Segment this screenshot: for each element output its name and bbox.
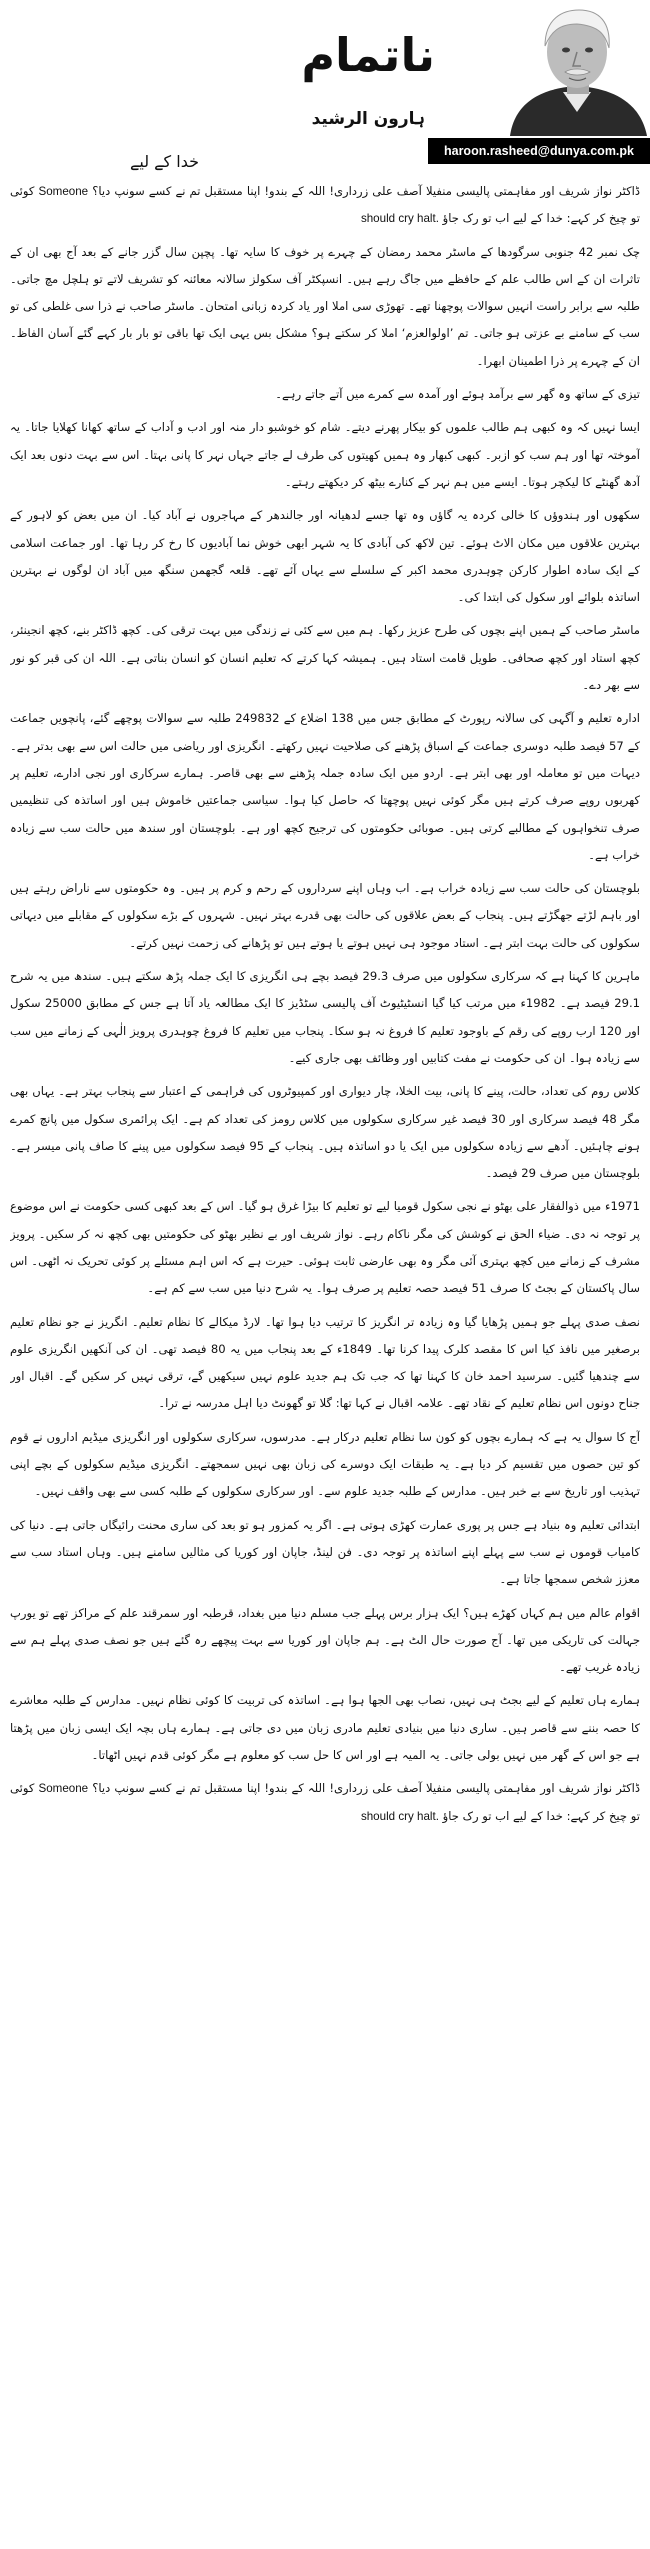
author-portrait bbox=[505, 0, 650, 136]
article-body bbox=[10, 178, 640, 2538]
body-paragraph: نصف صدی پہلے جو ہمیں پڑھایا گیا وہ زیادہ تر انگریز کا ترتیب دیا ہوا تھا۔ لارڈ میکالے کا نظام تعلیم۔ انگریز نے جو نظام تعلیم برصغیر میں نافذ کیا اس کا مقصد کلرک پیدا کرنا تھا۔ 1849ء کے بعد پنجاب میں یہ 80 فیصد تھی۔ ان کی آنکھیں انگریزی علوم سے چندھیا گئیں۔ سرسید احمد خان کا کہنا تھا کہ جب تک ہم جدید علوم نہیں سیکھیں گے، ترقی نہیں کر سکیں گے۔ اقبال اور جناح دونوں اس نظام تعلیم کے نقاد تھے۔ علامہ اقبال نے کہا تھا: گلا تو گھونٹ دیا اہل مدرسہ نے ترا۔ bbox=[10, 1314, 640, 1411]
column-name: ناتمام bbox=[301, 28, 435, 82]
intro-english-halt: should cry halt. bbox=[360, 212, 439, 226]
masthead bbox=[0, 0, 650, 175]
intro-text-1: ڈاکٹر نواز شریف اور مفاہمتی پالیسی منفیلا آصف علی زرداری! اللہ کے بندو! اپنا مستقبل تم نے کسے سونپ دیا؟ bbox=[92, 184, 640, 198]
closing-english-someone: Someone bbox=[38, 1782, 89, 1796]
body-paragraph: اقوام عالم میں ہم کہاں کھڑے ہیں؟ ایک ہزار برس پہلے جب مسلم دنیا میں بغداد، قرطبہ اور سمرقند علم کے مراکز تھے تو یورپ جہالت کی تاریکی میں تھا۔ آج صورت حال الٹ ہے۔ ہم جاپان اور کوریا سے بہت پیچھے رہ گئے ہیں جو نصف صدی پہلے ہم سے زیادہ غریب تھے۔ bbox=[10, 1605, 640, 1675]
closing-text-1: ڈاکٹر نواز شریف اور مفاہمتی پالیسی منفیلا آصف علی زرداری! اللہ کے بندو! اپنا مستقبل تم نے کسے سونپ دیا؟ bbox=[92, 1781, 640, 1796]
body-paragraph: ماہرین کا کہنا ہے کہ سرکاری سکولوں میں صرف 29.3 فیصد بچے ہی انگریزی کا ایک جملہ پڑھ سکتے ہیں۔ سندھ میں یہ شرح 29.1 فیصد ہے۔ 1982ء میں مرتب کیا گیا انسٹیٹیوٹ آف پالیسی سٹڈیز کا ایک مطالعہ یاد آتا ہے جس کے مطابق 25000 سکول اور 120 ارب روپے کی رقم کے باوجود تعلیم کا فروغ نہ ہو سکا۔ پنجاب میں تعلیم کا فروغ چوہدری پرویز الٰہی کے زمانے میں سب سے زیادہ ہوا۔ ان کی حکومت نے مفت کتابیں اور وظائف بھی جاری کیے۔ bbox=[10, 969, 640, 1065]
author-portrait-image bbox=[505, 0, 650, 136]
closing-text-2: کوئی تو چیخ کر کہے: خدا کے لیے اب تو رک جاؤ bbox=[10, 1781, 640, 1823]
body-paragraph: چک نمبر 42 جنوبی سرگودھا کے ماسٹر محمد رمضان کے چہرے پر خوف کا سایہ تھا۔ پچپن سال گزر جانے کے بعد آج بھی ان کے تاثرات ان کے اس طالب علم کے حافظے میں جاگ رہے ہیں۔ انسپکٹر آف سکولز سالانہ معائنہ کو تشریف لاتے تو ہلچل مچ جاتی۔ طلبہ سے برابر راست انہیں سوالات پوچھنا تھے۔ تھوڑی سی املا اور یاد کردہ زبانی امتحان۔ ماسٹر صاحب نے ذرا سی غلطی کی تو سب کے سامنے بے عزتی ہو جاتی۔ تم ’اولوالعزم‘ املا کر سکتے ہو؟ مشکل بس یہی ایک تھا باقی تو بار بار کہے گئے آسان الفاظ۔ ان کے چہرے پر ذرا اطمینان ابھرا۔ bbox=[10, 244, 640, 368]
intro-english-someone: Someone bbox=[38, 185, 89, 198]
body-paragraph: ایسا نہیں کہ وہ کبھی ہم طالب علموں کو بیکار پھرنے دیتے۔ شام کو خوشبو دار منہ اور ادب و آداب کے ساتھ کھانا کھلایا جاتا۔ یہ آموختہ تھا اور ہم سب کو ازبر۔ کبھی کبھار وہ ہمیں کھیتوں کی طرف لے جاتے جہاں نہر کا پانی بہتا۔ اس سے بہت دنوں بعد ایک آدھ گھنٹے کا لیکچر ہوتا۔ ایسے میں ہم نہر کے کنارے بیٹھ کر دیکھتے رہتے۔ bbox=[10, 420, 640, 489]
intro-text-2: کوئی تو چیخ کر کہے: خدا کے لیے اب تو رک جاؤ bbox=[10, 184, 640, 226]
body-paragraph: بلوچستان کی حالت سب سے زیادہ خراب ہے۔ اب وہاں اپنے سرداروں کے رحم و کرم پر ہیں۔ وہ حکومتوں سے ناراض رہتے ہیں اور باہم لڑتے جھگڑتے ہیں۔ پنجاب کے بعض علاقوں کی حالت بھی قدرے بہتر نہیں۔ شہروں کے بڑے سکولوں کے مقابلے میں دیہاتی سکولوں کی حالت بہت ابتر ہے۔ استاد موجود ہی نہیں ہوتے یا ہوتے ہیں تو پڑھانے کی زحمت نہیں کرتے۔ bbox=[10, 881, 640, 950]
author-email: haroon.rasheed@dunya.com.pk bbox=[428, 138, 650, 164]
intro-paragraph bbox=[10, 178, 640, 233]
body-paragraph: 1971ء میں ذوالفقار علی بھٹو نے نجی سکول قومیا لیے تو تعلیم کا بیڑا غرق ہو گیا۔ اس کے بعد کبھی کسی حکومت نے اس موضوع پر توجہ نہ دی۔ ضیاء الحق نے کوشش کی مگر ناکام رہے۔ نواز شریف اور بے نظیر بھٹو کی حکومتیں بھی کچھ نہ کر سکیں۔ پرویز مشرف کے زمانے میں کچھ بہتری آئی مگر وہ بھی عارضی ثابت ہوئی۔ حیرت ہے کہ اس اہم مسئلے پر کوئی تحریک نہ اٹھی۔ اس سال پاکستان کے بجٹ کا صرف 51 فیصد حصہ تعلیم پر صرف ہوا۔ یہ شرح دنیا میں سب سے کم ہے۔ bbox=[10, 1199, 640, 1296]
body-paragraph: ابتدائی تعلیم وہ بنیاد ہے جس پر پوری عمارت کھڑی ہوتی ہے۔ اگر یہ کمزور ہو تو بعد کی ساری محنت رائیگاں جاتی ہے۔ دنیا کی کامیاب قوموں نے سب سے پہلے اپنے اساتذہ پر توجہ دی۔ فن لینڈ، جاپان اور کوریا کی مثالیں سامنے ہیں۔ وہاں استاد سب سے معزز شخص سمجھا جاتا ہے۔ bbox=[10, 1517, 640, 1587]
author-name: ہارون الرشید bbox=[311, 109, 425, 129]
article-headline: خدا کے لیے bbox=[130, 152, 199, 171]
body-paragraph: آج کا سوال یہ ہے کہ ہمارے بچوں کو کون سا نظام تعلیم درکار ہے۔ مدرسوں، سرکاری سکولوں اور انگریزی میڈیم اداروں نے قوم کو تین حصوں میں تقسیم کر دیا ہے۔ یہ طبقات ایک دوسرے کی زبان بھی نہیں سمجھتے۔ انگریزی میڈیم سکولوں کے بچے اپنی تہذیب اور تاریخ سے بے خبر ہیں۔ مدارس کے طلبہ جدید علوم سے۔ اور سرکاری سکولوں کے طلبہ کسی سے بھی واقف نہیں۔ bbox=[10, 1429, 640, 1499]
closing-paragraph bbox=[10, 1775, 640, 1830]
body-paragraph: ادارہ تعلیم و آگہی کی سالانہ رپورٹ کے مطابق جس میں 138 اضلاع کے 249832 طلبہ سے سوالات پوچھے گئے، پانچویں جماعت کے 57 فیصد طلبہ دوسری جماعت کے اسباق پڑھنے کی صلاحیت نہیں رکھتے۔ انگریزی اور ریاضی میں حالت اس سے بھی بدتر ہے۔ دیہات میں تو معاملہ اور بھی ابتر ہے۔ اردو میں ایک سادہ جملہ پڑھنے سے بھی قاصر۔ ہمارے سرکاری اور نجی ادارے، تعلیم پر کھربوں روپے صرف کرتے ہیں مگر کوئی نہیں پوچھتا کہ حاصل کیا ہوا۔ سیاسی جماعتیں خاموش ہیں اور اساتذہ کی تنظیمیں صرف تنخواہوں کے مطالبے کرتی ہیں۔ صوبائی حکومتوں کی ترجیح کچھ اور ہے۔ بلوچستان اور سندھ میں حالت سب سے زیادہ خراب ہے۔ bbox=[10, 711, 640, 862]
closing-english-halt: should cry halt. bbox=[360, 1809, 439, 1823]
body-paragraph: ماسٹر صاحب کے ہمیں اپنے بچوں کی طرح عزیز رکھا۔ ہم میں سے کئی نے زندگی میں بہت ترقی کی۔ کچھ ڈاکٹر بنے، کچھ انجینئر، کچھ استاد اور کچھ صحافی۔ طویل قامت استاد ہیں۔ ہمیشہ کہا کرتے کہ تعلیم انسان کو انسان بناتی ہے۔ اللہ ان کی قبر کو نور سے بھر دے۔ bbox=[10, 623, 640, 693]
body-paragraph: سکھوں اور ہندوؤں کا خالی کردہ یہ گاؤں وہ تھا جسے لدھیانہ اور جالندھر کے مہاجروں نے آباد کیا۔ ان میں بعض کو لاہور کے بہترین علاقوں میں مکان الاٹ ہوئے۔ تین لاکھ کی آبادی کا یہ شہر ابھی خوش نما آبادیوں کا رخ کر رہا تھا۔ اور جماعت اسلامی کے ایک سادہ اطوار کارکن چوہدری محمد اکبر کے سلسلے سے یہاں آئے تھے۔ قلعہ گجھمن سنگھ میں آباد ان لوگوں نے بہترین اساتذہ بلوائے اور سکول کی ابتدا کی۔ bbox=[10, 508, 640, 605]
body-paragraph: کلاس روم کی تعداد، حالت، پینے کا پانی، بیت الخلا، چار دیواری اور کمپیوٹروں کی فراہمی کے اعتبار سے پنجاب بہتر ہے۔ یہاں بھی مگر 48 فیصد سرکاری اور 30 فیصد غیر سرکاری سکولوں میں کلاس رومز کی تعداد کم ہے۔ ایک پرائمری سکول میں پانچ کمرے ہونے چاہئیں۔ آدھے سے زیادہ سکولوں میں ایک یا دو اساتذہ ہیں۔ پنجاب کے 95 فیصد سکولوں میں پینے کا صاف پانی میسر ہے۔ بلوچستان میں صرف 29 فیصد۔ bbox=[10, 1084, 640, 1181]
body-paragraph: ہمارے ہاں تعلیم کے لیے بجٹ ہی نہیں، نصاب بھی الجھا ہوا ہے۔ اساتذہ کی تربیت کا کوئی نظام نہیں۔ مدارس کے طلبہ معاشرے کا حصہ بننے سے قاصر ہیں۔ ساری دنیا میں بنیادی تعلیم مادری زبان میں دی جاتی ہے۔ ہمارے ہاں بچہ ایک ایسی زبان میں پڑھتا ہے جو اس کے گھر میں نہیں بولی جاتی۔ یہ المیہ ہے اور اس کا حل سب کو معلوم ہے مگر کوئی قدم نہیں اٹھاتا۔ bbox=[10, 1693, 640, 1763]
body-paragraph: تیزی کے ساتھ وہ گھر سے برآمد ہوئے اور آمدہ سے کمرے میں آتے جاتے رہے۔ bbox=[275, 387, 640, 402]
